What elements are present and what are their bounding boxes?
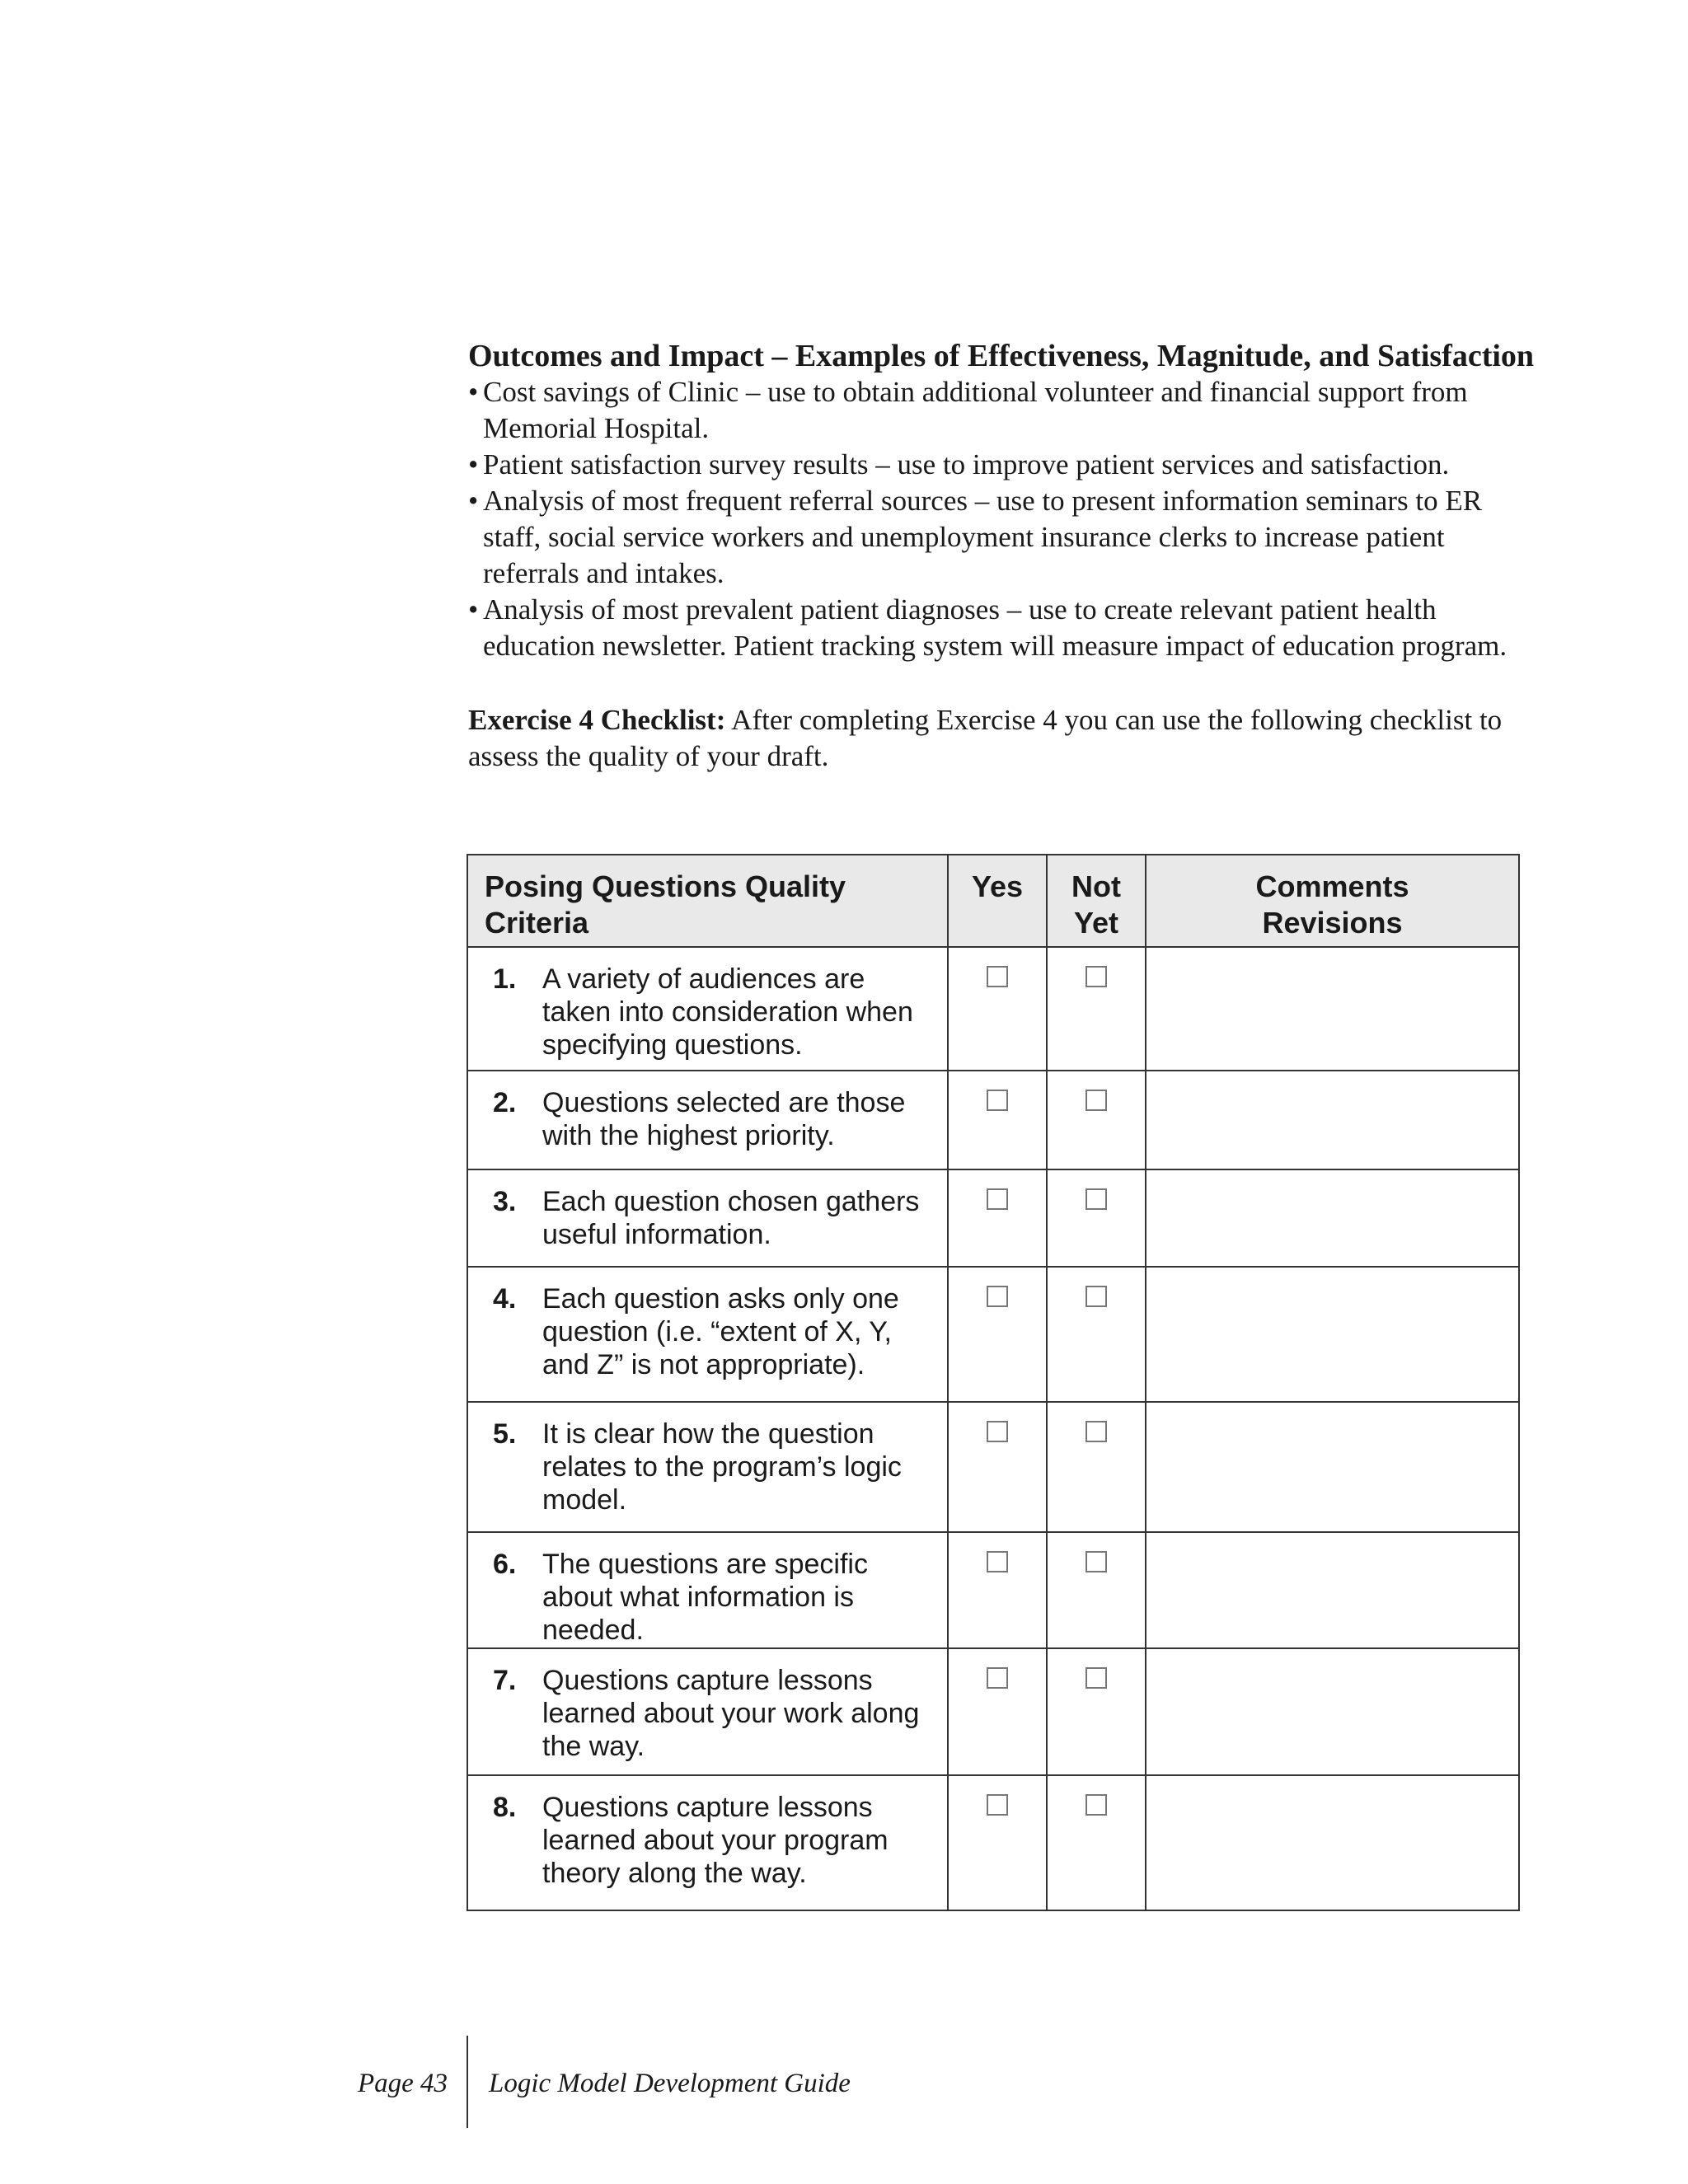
yes-checkbox[interactable] xyxy=(987,1667,1008,1689)
criteria-cell xyxy=(467,1267,948,1402)
comments-cell[interactable] xyxy=(1146,1775,1519,1910)
row-number: 5. xyxy=(493,1418,517,1450)
row-number: 4. xyxy=(493,1283,517,1315)
not-yet-checkbox[interactable] xyxy=(1085,1551,1107,1572)
exercise-text: After completing Exercise 4 you can use the following checklist to assess the quality of your draft. xyxy=(468,704,1503,772)
yes-cell xyxy=(948,1648,1047,1775)
yes-cell xyxy=(948,1532,1047,1648)
yes-cell xyxy=(948,1775,1047,1910)
yes-header: Yes xyxy=(948,855,1047,947)
comments-cell[interactable] xyxy=(1146,1169,1519,1267)
not-yet-cell xyxy=(1047,1169,1146,1267)
row-text: It is clear how the question relates to the program’s logic model. xyxy=(542,1418,902,1516)
not-yet-checkbox[interactable] xyxy=(1085,1090,1107,1111)
not-yet-checkbox[interactable] xyxy=(1085,1188,1107,1210)
not-yet-cell xyxy=(1047,1402,1146,1532)
not-yet-cell xyxy=(1047,1267,1146,1402)
not-yet-cell xyxy=(1047,947,1146,1071)
row-text: Questions capture lessons learned about your program theory along the way. xyxy=(542,1792,889,1889)
not-yet-checkbox[interactable] xyxy=(1085,1794,1107,1816)
guide-title: Logic Model Development Guide xyxy=(489,2069,851,2098)
row-number: 6. xyxy=(493,1549,517,1580)
outcomes-bullet: • Analysis of most prevalent patient diagnoses – use to create relevant patient health education newsletter. Patient tracking system will measure impact of education program. xyxy=(468,592,1523,664)
yes-cell xyxy=(948,1071,1047,1169)
row-text: Each question asks only one question (i.e. “extent of X, Y, and Z” is not appropriate). xyxy=(542,1283,899,1380)
criteria-cell xyxy=(467,1169,948,1267)
not-yet-checkbox[interactable] xyxy=(1085,1667,1107,1689)
row-text: Each question chosen gathers useful information. xyxy=(542,1186,920,1250)
criteria-cell xyxy=(467,1402,948,1532)
criteria-cell xyxy=(467,947,948,1071)
not-yet-checkbox[interactable] xyxy=(1085,966,1107,987)
yes-checkbox[interactable] xyxy=(987,1794,1008,1816)
exercise-label: Exercise 4 Checklist: xyxy=(468,704,726,736)
table-row xyxy=(467,1071,1519,1169)
outcomes-bullet: • Analysis of most frequent referral sources – use to present information seminars to ER staff, social service workers and unemployment insurance clerks to increase patient referrals and intakes. xyxy=(468,483,1523,592)
table-row xyxy=(467,1775,1519,1910)
footer-divider xyxy=(467,2036,468,2128)
outcomes-bullet: • Patient satisfaction survey results – use to improve patient services and satisfaction. xyxy=(468,447,1523,483)
quality-checklist-table xyxy=(467,854,1520,1911)
row-number: 2. xyxy=(493,1087,517,1118)
outcomes-section xyxy=(468,338,1535,664)
exercise-intro xyxy=(468,702,1515,775)
comments-cell[interactable] xyxy=(1146,1532,1519,1648)
not-yet-header-line2: Yet xyxy=(1073,906,1119,940)
page-number: Page 43 xyxy=(357,2069,448,2098)
comments-cell[interactable] xyxy=(1146,1402,1519,1532)
not-yet-cell xyxy=(1047,1775,1146,1910)
comments-cell[interactable] xyxy=(1146,1267,1519,1402)
comments-cell[interactable] xyxy=(1146,947,1519,1071)
not-yet-cell xyxy=(1047,1532,1146,1648)
not-yet-checkbox[interactable] xyxy=(1085,1286,1107,1307)
row-text: The questions are specific about what information is needed. xyxy=(542,1549,868,1646)
yes-cell xyxy=(948,1169,1047,1267)
yes-cell xyxy=(948,1267,1047,1402)
criteria-cell xyxy=(467,1775,948,1910)
yes-checkbox[interactable] xyxy=(987,1188,1008,1210)
table-row xyxy=(467,1532,1519,1648)
yes-cell xyxy=(948,947,1047,1071)
row-number: 1. xyxy=(493,963,517,995)
not-yet-header-line1: Not xyxy=(1071,869,1121,903)
yes-checkbox[interactable] xyxy=(987,1551,1008,1572)
not-yet-cell xyxy=(1047,1071,1146,1169)
table-row xyxy=(467,1267,1519,1402)
row-number: 3. xyxy=(493,1186,517,1217)
criteria-cell xyxy=(467,1648,948,1775)
comments-cell[interactable] xyxy=(1146,1071,1519,1169)
comments-header xyxy=(1146,855,1519,947)
table-header-row xyxy=(467,855,1519,947)
not-yet-header xyxy=(1047,855,1146,947)
yes-checkbox[interactable] xyxy=(987,1286,1008,1307)
criteria-header: Posing Questions Quality Criteria xyxy=(467,855,948,947)
comments-cell[interactable] xyxy=(1146,1648,1519,1775)
not-yet-checkbox[interactable] xyxy=(1085,1421,1107,1442)
row-text: A variety of audiences are taken into consideration when specifying questions. xyxy=(542,963,913,1061)
outcomes-bullet: • Cost savings of Clinic – use to obtain additional volunteer and financial support from Memorial Hospital. xyxy=(468,374,1523,447)
not-yet-cell xyxy=(1047,1648,1146,1775)
comments-header-line2: Revisions xyxy=(1262,906,1403,940)
outcomes-list xyxy=(468,374,1523,664)
row-number: 7. xyxy=(493,1665,517,1696)
criteria-cell xyxy=(467,1532,948,1648)
criteria-cell xyxy=(467,1071,948,1169)
table-row xyxy=(467,947,1519,1071)
table-row xyxy=(467,1169,1519,1267)
yes-checkbox[interactable] xyxy=(987,966,1008,987)
row-number: 8. xyxy=(493,1792,517,1823)
table-row xyxy=(467,1402,1519,1532)
outcomes-heading: Outcomes and Impact – Examples of Effectiveness, Magnitude, and Satisfaction xyxy=(468,339,1535,373)
yes-checkbox[interactable] xyxy=(987,1421,1008,1442)
row-text: Questions capture lessons learned about your work along the way. xyxy=(542,1665,920,1762)
page-footer xyxy=(0,2036,1688,2135)
yes-cell xyxy=(948,1402,1047,1532)
comments-header-line1: Comments xyxy=(1255,869,1409,903)
row-text: Questions selected are those with the highest priority. xyxy=(542,1087,906,1151)
table-row xyxy=(467,1648,1519,1775)
yes-checkbox[interactable] xyxy=(987,1090,1008,1111)
